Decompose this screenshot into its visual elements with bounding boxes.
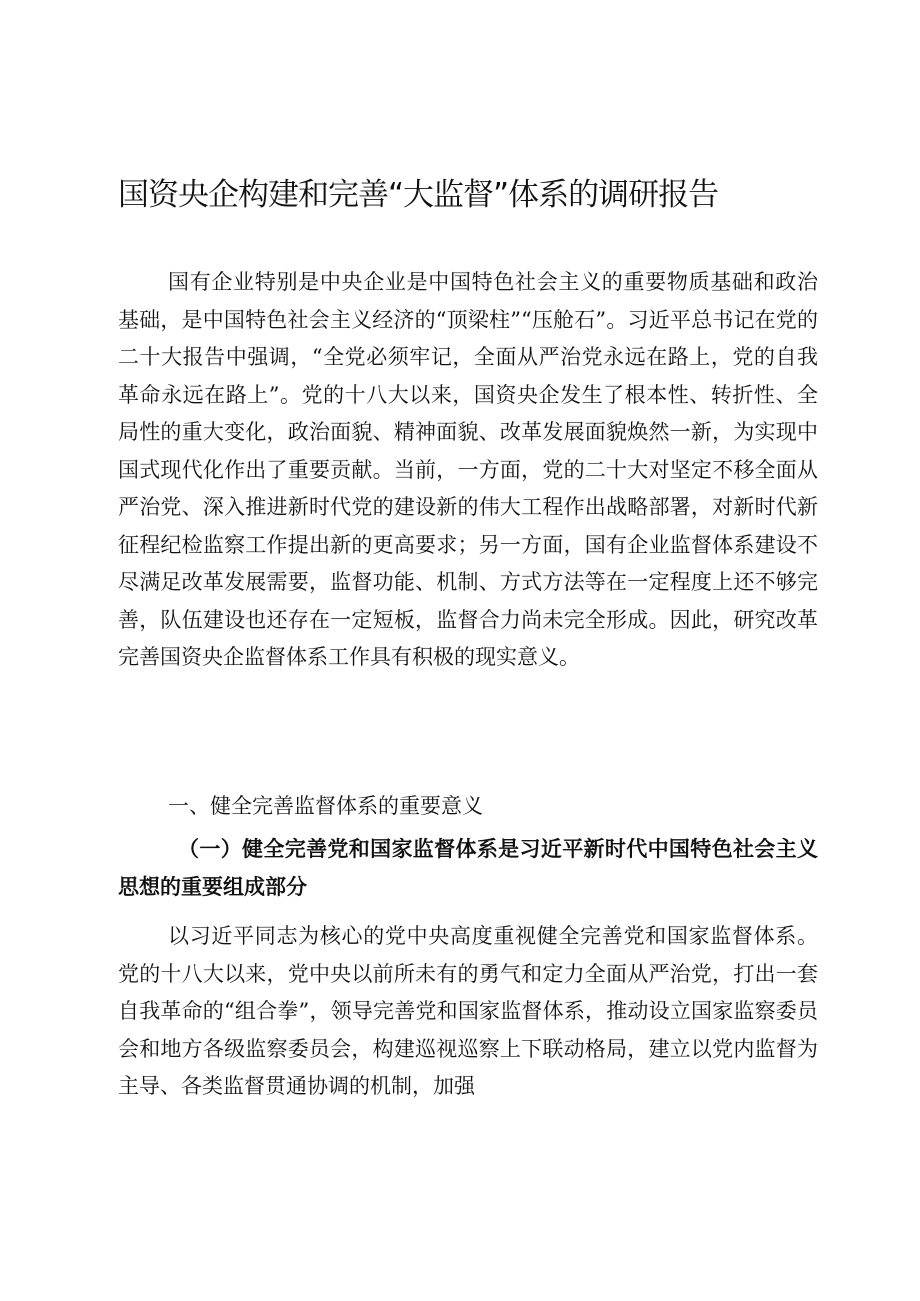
subsection-heading: （一）健全完善党和国家监督体系是习近平新时代中国特色社会主义思想的重要组成部分 bbox=[118, 836, 818, 899]
intro-paragraph: 国有企业特别是中央企业是中国特色社会主义的重要物质基础和政治基础，是中国特色社会主义经济的“顶梁柱”“压舱石”。习近平总书记在党的二十大报告中强调，“全党必须牢记，全面从严治党永远在路上，党的自我革命永远在路上”。党的十八大以来，国资央企发生了根本性、转折性、全局性的重大变化，政治面貌、精神面貌、改革发展面貌焕然一新，为实现中国式现代化作出了重要贡献。当前，一方面，党的二十大对坚定不移全面从严治党、深入推进新时代党的建设新的伟大工程作出战略部署，对新时代新征程纪检监察工作提出新的更高要求；另一方面，国有企业监督体系建设不尽满足改革发展需要，监督功能、机制、方式方法等在一定程度上还不够完善，队伍建设也还存在一定短板，监督合力尚未完全形成。因此，研究改革完善国资央企监督体系工作具有积极的现实意义。 bbox=[118, 270, 818, 669]
body-paragraph: 以习近平同志为核心的党中央高度重视健全完善党和国家监督体系。党的十八大以来，党中央以前所未有的勇气和定力全面从严治党，打出一套自我革命的“组合拳”，领导完善党和国家监督体系，推动设立国家监察委员会和地方各级监察委员会，构建巡视巡察上下联动格局，建立以党内监督为主导、各类监督贯通协调的机制，加强 bbox=[118, 924, 818, 1098]
section-heading: 一、健全完善监督体系的重要意义 bbox=[168, 794, 483, 818]
document-title: 国资央企构建和完善“大监督”体系的调研报告 bbox=[118, 177, 719, 213]
